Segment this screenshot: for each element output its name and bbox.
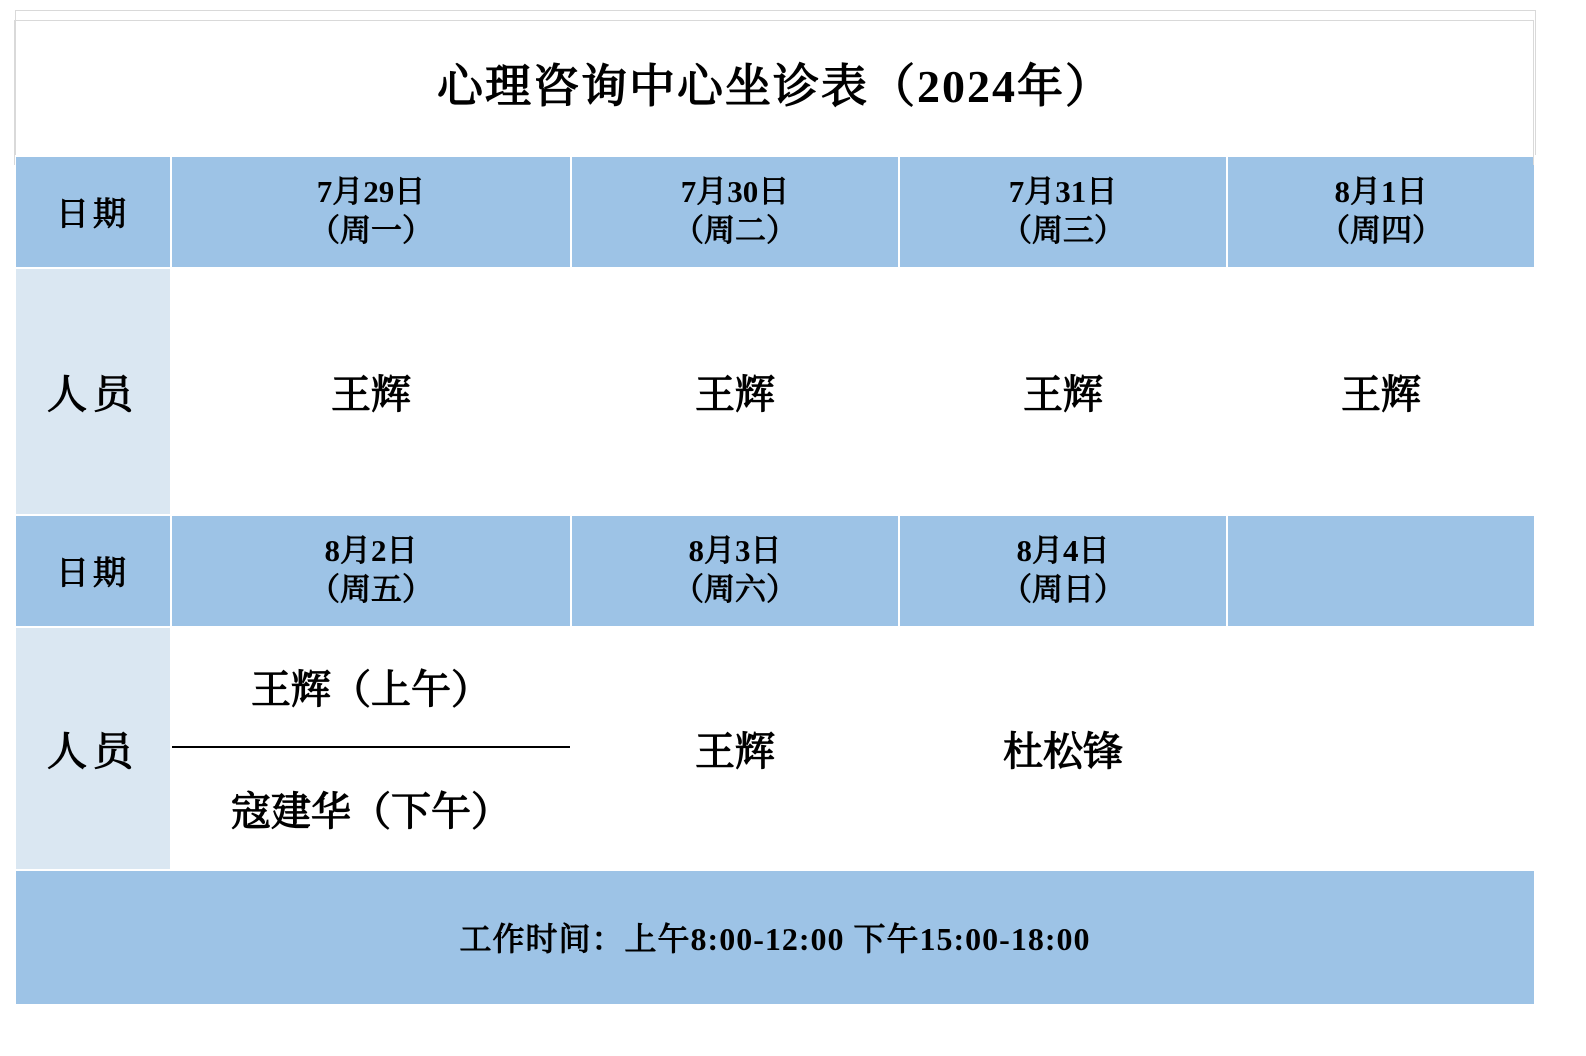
staff-cell-0730: 王辉	[571, 268, 899, 515]
date-cell-0803	[571, 515, 899, 627]
weekday-text-0802: （周五）	[309, 571, 433, 607]
date-text-0729: 7月29日	[316, 173, 426, 209]
date-label-week1: 日期	[15, 156, 171, 268]
date-cell-0729	[171, 156, 571, 268]
date-text-0730: 7月30日	[680, 173, 790, 209]
footer-row	[15, 870, 1535, 1005]
date-text-0804: 8月4日	[1016, 532, 1110, 568]
date-cell-0801	[1227, 156, 1535, 268]
staff-cell-0802	[171, 627, 571, 870]
staff-label-week1: 人员	[15, 268, 171, 515]
schedule-sheet	[0, 10, 1586, 1056]
week1-date-row	[15, 156, 1535, 268]
staff-cell-0804: 杜松锋	[899, 627, 1227, 870]
date-text-0803: 8月3日	[688, 532, 782, 568]
grid-edge-left	[14, 20, 15, 165]
grid-edge-right	[1533, 20, 1534, 165]
weekday-text-0731: （周三）	[1001, 212, 1125, 248]
date-text-0731: 7月31日	[1008, 173, 1118, 209]
week2-staff-row	[15, 627, 1535, 870]
date-cell-0802	[171, 515, 571, 627]
weekday-text-0803: （周六）	[673, 571, 797, 607]
staff-cell-0731: 王辉	[899, 268, 1227, 515]
staff-cell-0801: 王辉	[1227, 268, 1535, 515]
grid-edge-top	[14, 20, 1534, 21]
week1-staff-row	[15, 268, 1535, 515]
week2-date-row	[15, 515, 1535, 627]
date-cell-0730	[571, 156, 899, 268]
date-cell-0804	[899, 515, 1227, 627]
staff-cell-empty	[1227, 627, 1535, 870]
date-cell-empty	[1227, 515, 1535, 627]
weekday-text-0729: （周一）	[309, 212, 433, 248]
date-text-0801: 8月1日	[1334, 173, 1428, 209]
staff-cell-0803: 王辉	[571, 627, 899, 870]
weekday-text-0801: （周四）	[1319, 212, 1443, 248]
staff-afternoon-0802: 寇建华（下午）	[231, 788, 511, 834]
date-cell-0731	[899, 156, 1227, 268]
title-row	[15, 11, 1535, 156]
weekday-text-0804: （周日）	[1001, 571, 1125, 607]
staff-label-week2: 人员	[15, 627, 171, 870]
weekday-text-0730: （周二）	[673, 212, 797, 248]
page-title: 心理咨询中心坐诊表（2024年）	[15, 11, 1535, 156]
staff-cell-0729: 王辉	[171, 268, 571, 515]
date-text-0802: 8月2日	[324, 532, 418, 568]
staff-morning-0802: 王辉（上午）	[172, 628, 570, 749]
date-label-week2: 日期	[15, 515, 171, 627]
working-hours-note: 工作时间：上午8:00-12:00 下午15:00-18:00	[15, 870, 1535, 1005]
schedule-table	[14, 10, 1536, 1006]
